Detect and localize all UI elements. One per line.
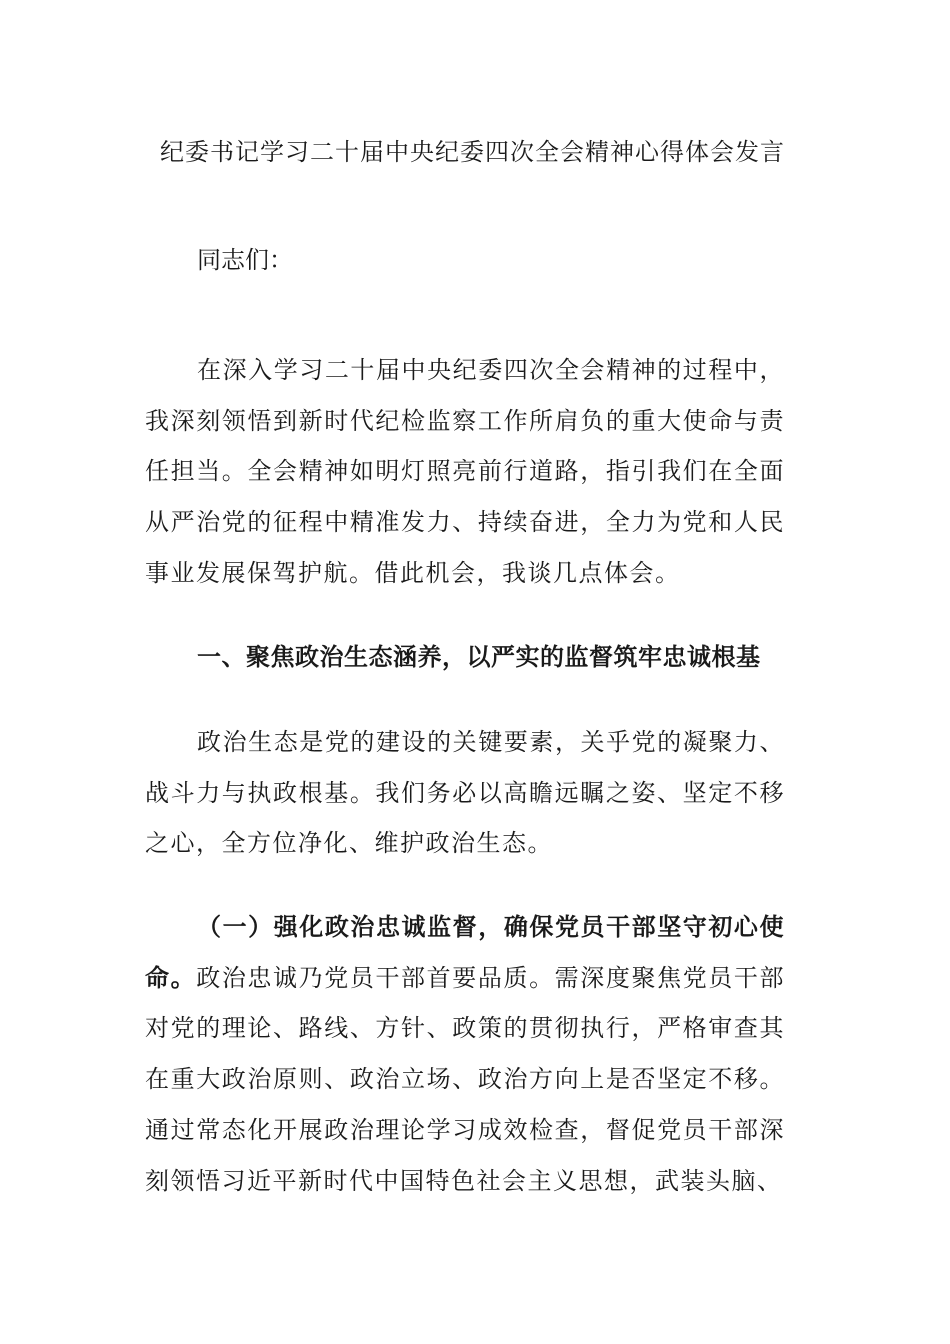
intro-paragraph: 在深入学习二十届中央纪委四次全会精神的过程中，我深刻领悟到新时代纪检监察工作所肩负的重大使命与责任担当。全会精神如明灯照亮前行道路，指引我们在全面从严治党的征程中精准发力、持续奋进，全力为党和人民事业发展保驾护航。借此机会，我谈几点体会。 (145, 356, 785, 587)
subsection-1-lead: （一）强化政治忠诚监督，确保党员干部坚守初心使命。 (145, 913, 785, 992)
section-heading-1: 一、聚焦政治生态涵养，以严实的监督筑牢忠诚根基 (197, 643, 761, 671)
section-1-paragraph: 政治生态是党的建设的关键要素，关乎党的凝聚力、战斗力与执政根基。我们务必以高瞻远瞩之姿、坚定不移之心，全方位净化、维护政治生态。 (145, 728, 785, 858)
salutation: 同志们： (197, 246, 293, 274)
document-title: 纪委书记学习二十届中央纪委四次全会精神心得体会发言 (160, 138, 785, 166)
subsection-1-paragraph (145, 902, 785, 1206)
subsection-1-body: 政治忠诚乃党员干部首要品质。需深度聚焦党员干部对党的理论、路线、方针、政策的贯彻执行，严格审查其在重大政治原则、政治立场、政治方向上是否坚定不移。通过常态化开展政治理论学习成效检查，督促党员干部深刻领悟习近平新时代中国特色社会主义思想，武装头脑、 (145, 963, 786, 1195)
